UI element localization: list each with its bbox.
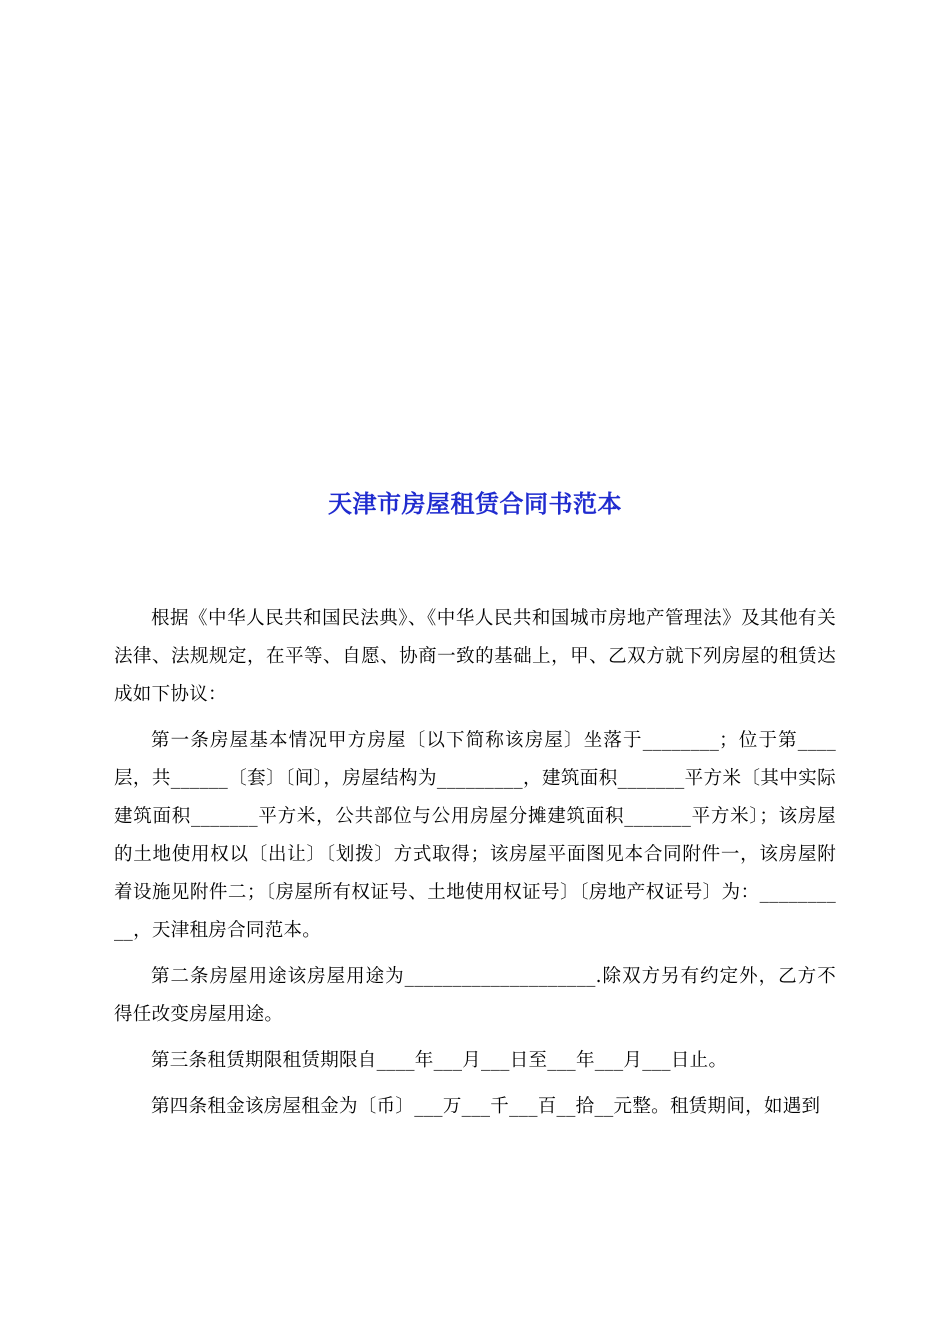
paragraph-article-3: 第三条租赁期限租赁期限自____年___月___日至___年___月___日止。	[151, 1050, 728, 1071]
paragraph-article-2: 第二条房屋用途该房屋用途为____________________.除双方另有约定外，乙方不得任改变房屋用途。	[114, 966, 836, 1025]
paragraph-article-1: 第一条房屋基本情况甲方房屋〔以下简称该房屋〕坐落于________；位于第____层，共______〔套〕〔间〕，房屋结构为_________，建筑面积_______平方米〔其中实际建筑面积_______平方米，公共部位与公用房屋分摊建筑面积_______平方米〕；该房屋的土地使用权以〔出让〕〔划拨〕方式取得；该房屋平面图见本合同附件一，该房屋附着设施见附件二；〔房屋所有权证号、土地使用权证号〕〔房地产权证号〕为：__________，天津租房合同范本。	[114, 730, 836, 941]
document-body	[114, 600, 836, 1126]
paragraph-preamble: 根据《中华人民共和国民法典》、《中华人民共和国城市房地产管理法》及其他有关法律、法规规定，在平等、自愿、协商一致的基础上，甲、乙双方就下列房屋的租赁达成如下协议：	[114, 608, 836, 705]
document-title: 天津市房屋租赁合同书范本	[328, 490, 622, 518]
paragraph-article-4: 第四条租金该房屋租金为〔币〕___万___千___百__拾__元整。租赁期间，如遇到	[151, 1096, 821, 1117]
